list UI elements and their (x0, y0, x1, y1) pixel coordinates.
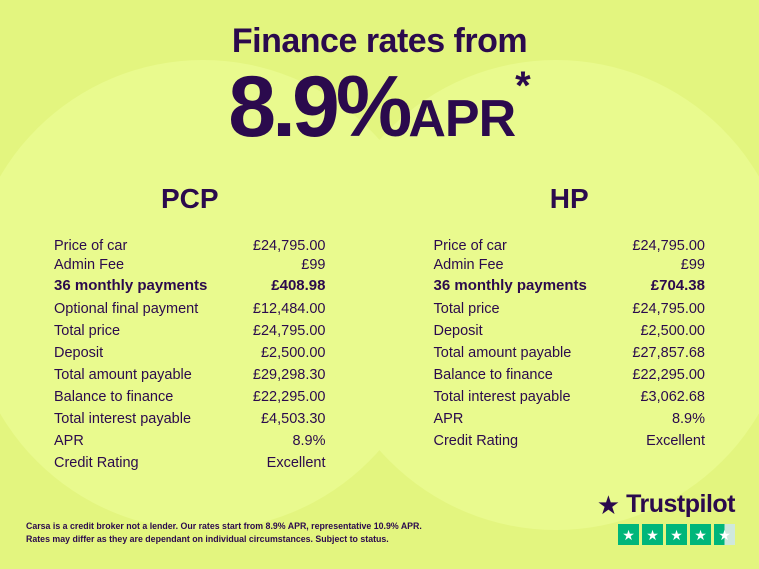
table-row (434, 364, 706, 386)
trustpilot-star-icon: ★ (596, 489, 621, 520)
finance-comparison (0, 183, 759, 474)
hp-rows (434, 237, 706, 452)
row-label: Deposit (433, 322, 483, 339)
table-row-highlight (434, 275, 706, 298)
row-value: £4,503.30 (260, 410, 326, 427)
row-value: £24,795.00 (252, 322, 326, 339)
trustpilot-badge[interactable] (597, 490, 735, 545)
table-row (54, 342, 326, 364)
column-title-hp: HP (549, 182, 589, 214)
table-row (54, 256, 326, 275)
row-value: 8.9% (292, 432, 326, 449)
table-row (434, 408, 706, 430)
legal-disclaimer (26, 520, 422, 547)
row-label: Balance to finance (433, 366, 553, 383)
row-value: £99 (301, 256, 326, 273)
row-value: £22,295.00 (632, 366, 705, 383)
row-value: £99 (680, 256, 705, 273)
star-icon-4: ★ (690, 524, 711, 545)
table-row (434, 386, 706, 408)
table-row (54, 320, 326, 342)
row-value: Excellent (646, 432, 705, 449)
row-label: Total price (433, 300, 500, 317)
table-row-highlight (54, 275, 326, 298)
row-label: Balance to finance (54, 388, 174, 405)
rate-number: 8.9% (228, 59, 409, 155)
row-label: Deposit (54, 344, 104, 361)
row-value: £2,500.00 (640, 322, 705, 339)
star-icon-2: ★ (642, 524, 663, 545)
finance-column-pcp (0, 183, 380, 474)
rate-suffix: APR (408, 90, 516, 148)
star-icon-3: ★ (666, 524, 687, 545)
row-value: £3,062.68 (640, 388, 705, 405)
table-row (434, 237, 706, 256)
trustpilot-wordmark (597, 490, 735, 519)
table-row (54, 237, 326, 256)
row-label: Credit Rating (433, 432, 519, 449)
star-icon-5-half: ★ (714, 524, 735, 545)
row-value: £29,298.30 (252, 366, 326, 383)
table-row (434, 430, 706, 452)
row-value: £24,795.00 (252, 237, 326, 254)
row-value: £27,857.68 (632, 344, 705, 361)
disclaimer-line-1: Carsa is a credit broker not a lender. Our rates start from 8.9% APR, representative 10.9% APR. (26, 520, 422, 531)
row-label: 36 monthly payments (54, 276, 208, 294)
table-row (54, 298, 326, 320)
trustpilot-name: Trustpilot (626, 490, 735, 518)
row-label: Total amount payable (433, 344, 572, 361)
column-title-pcp: PCP (160, 182, 219, 214)
row-value: £24,795.00 (632, 237, 705, 254)
row-value: £22,295.00 (252, 388, 326, 405)
row-label: APR (54, 432, 84, 449)
trustpilot-rating-stars (597, 524, 735, 545)
table-row (434, 298, 706, 320)
rate-asterisk: * (515, 64, 531, 108)
row-label: Total interest payable (54, 410, 192, 427)
row-label: 36 monthly payments (433, 276, 587, 294)
star-icon-1: ★ (618, 524, 639, 545)
row-value: £2,500.00 (260, 344, 326, 361)
row-label: APR (433, 410, 464, 427)
page-title: Finance rates from (231, 22, 528, 60)
row-value: £408.98 (271, 276, 326, 294)
table-row (54, 430, 326, 452)
pcp-rows (54, 237, 326, 474)
finance-column-hp (380, 183, 759, 474)
table-row (54, 452, 326, 474)
table-row (434, 320, 706, 342)
row-label: Total interest payable (433, 388, 571, 405)
table-row (434, 256, 706, 275)
row-label: Price of car (54, 237, 128, 254)
row-label: Admin Fee (54, 256, 125, 273)
disclaimer-line-2: Rates may differ as they are dependant on individual circumstances. Subject to status. (26, 534, 389, 545)
row-label: Total amount payable (54, 366, 192, 383)
table-row (54, 386, 326, 408)
table-row (54, 364, 326, 386)
row-label: Admin Fee (433, 256, 504, 273)
row-value: £12,484.00 (252, 300, 326, 317)
row-label: Credit Rating (54, 454, 139, 471)
row-label: Optional final payment (54, 300, 199, 317)
row-value: 8.9% (671, 410, 705, 427)
row-value: £24,795.00 (632, 300, 705, 317)
rate-display (0, 59, 759, 155)
row-label: Total price (54, 322, 121, 339)
row-label: Price of car (433, 237, 507, 254)
row-value: Excellent (266, 454, 326, 471)
table-row (54, 408, 326, 430)
table-row (434, 342, 706, 364)
row-value: £704.38 (650, 276, 705, 294)
